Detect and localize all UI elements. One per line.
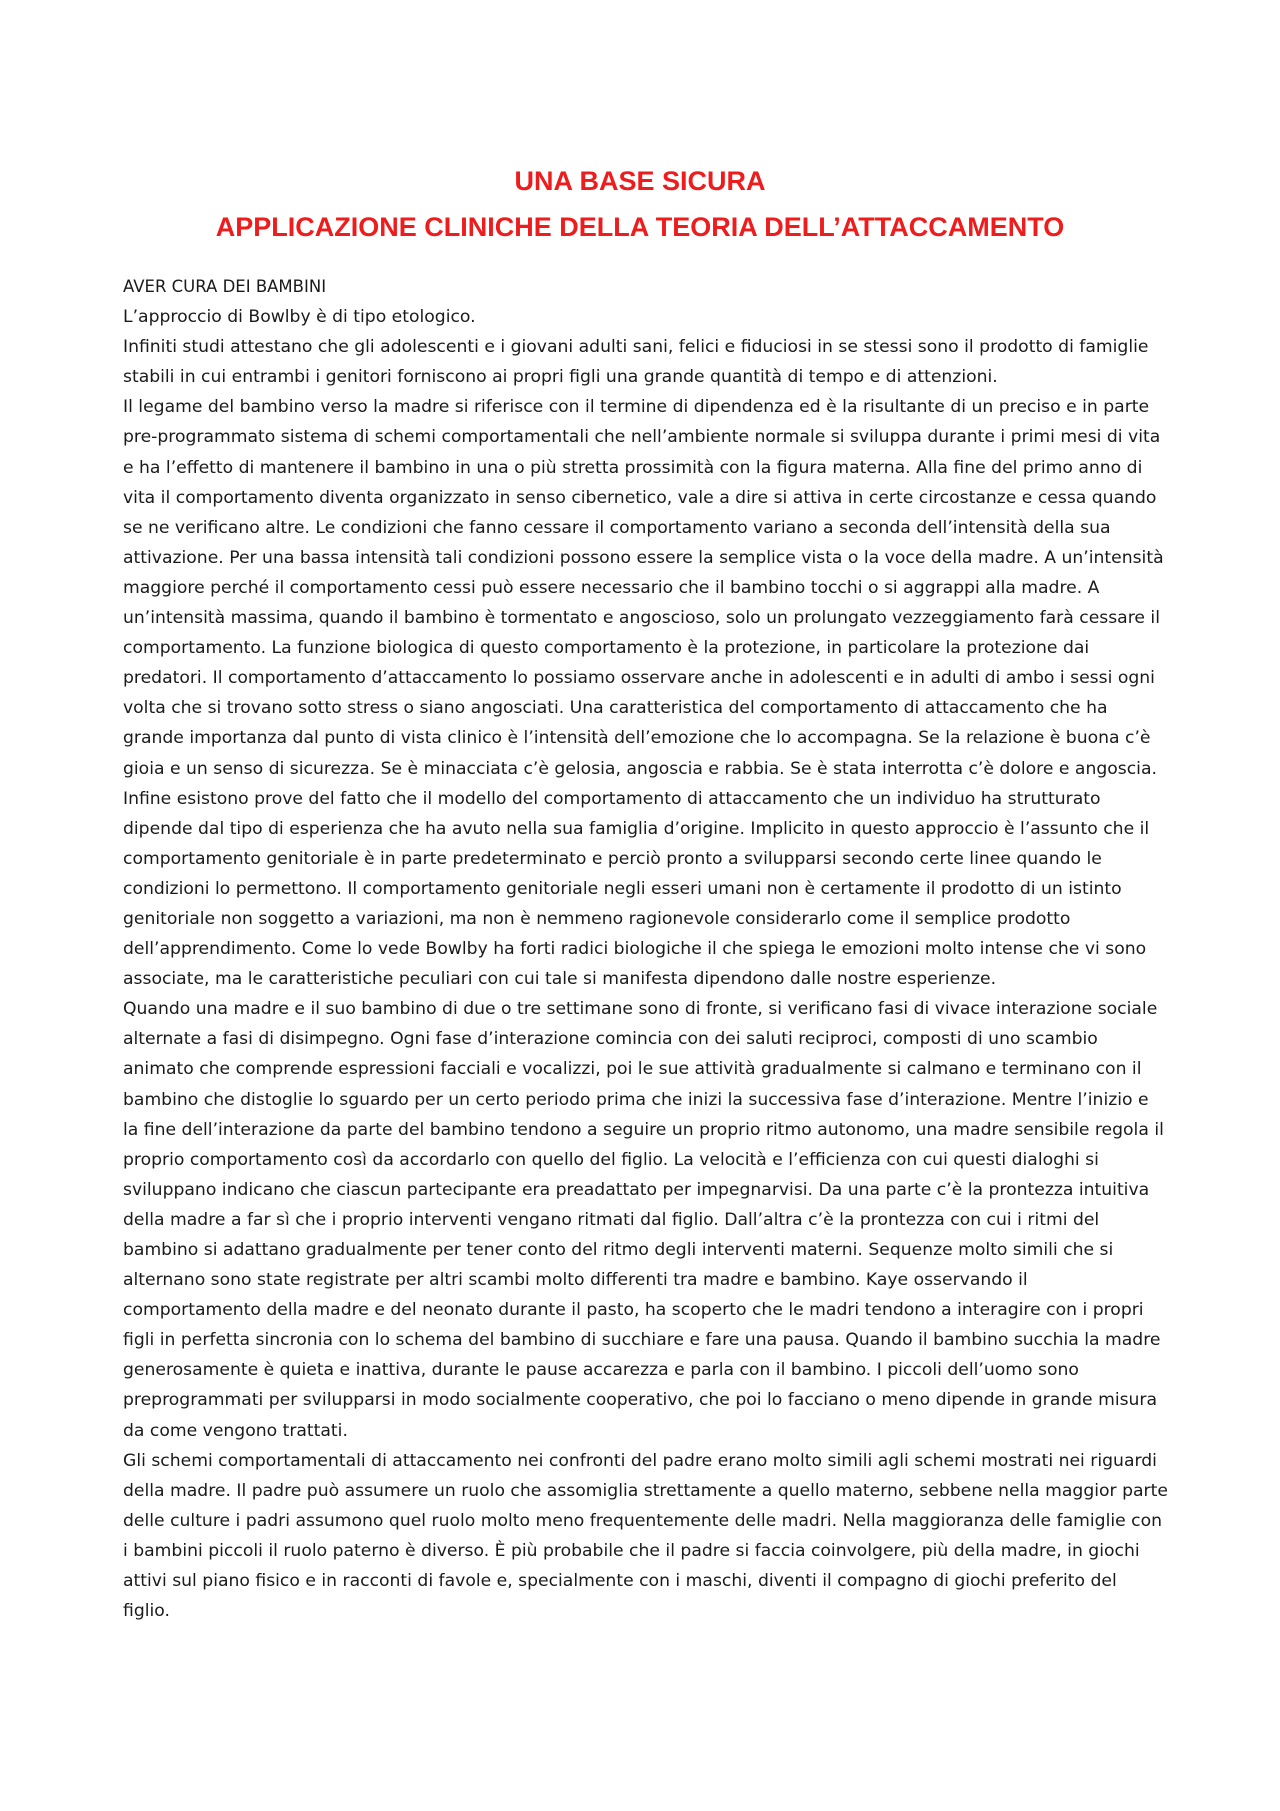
title-block	[0, 158, 1280, 250]
section-heading: AVER CURA DEI BAMBINI	[123, 277, 327, 296]
document-body	[123, 272, 1168, 1626]
paragraph: Quando una madre e il suo bambino di due o tre settimane sono di fronte, si verificano fasi di vivace interazione sociale alternate a fasi di disimpegno. Ogni fase d’interazione comincia con dei saluti reciproci, composti di uno scambio animato che comprende espressioni facciali e vocalizzi, poi le sue attività gradualmente si calmano e terminano con il bambino che distoglie lo sguardo per un certo periodo prima che inizi la successiva fase d’interazione. Mentre l’inizio e la fine dell’interazione da parte del bambino tendono a seguire un proprio ritmo autonomo, una madre sensibile regola il proprio comportamento così da accordarlo con quello del figlio. La velocità e l’efficienza con cui questi dialoghi si sviluppano indicano che ciascun partecipante era preadattato per impegnarvisi. Da una parte c’è la prontezza intuitiva della madre a far sì che i proprio interventi vengano ritmati dal figlio. Dall’altra c’è la prontezza con cui i ritmi del bambino si adattano gradualmente per tener conto del ritmo degli interventi materni. Sequenze molto simili che si alternano sono state registrate per altri scambi molto differenti tra madre e bambino. Kaye osservando il comportamento della madre e del neonato durante il pasto, ha scoperto che le madri tendono a interagire con i propri figli in perfetta sincronia con lo schema del bambino di succhiare e fare una pausa. Quando il bambino succhia la madre generosamente è quieta e inattiva, durante le pause accarezza e parla con il bambino. I piccoli dell’uomo sono preprogrammati per svilupparsi in modo socialmente cooperativo, che poi lo facciano o meno dipende in grande misura da come vengono trattati.	[123, 999, 1164, 1441]
document-subtitle: APPLICAZIONE CLINICHE DELLA TEORIA DELL’ATTACCAMENTO	[215, 212, 1065, 242]
paragraph: Gli schemi comportamentali di attaccamento nei confronti del padre erano molto simili agli schemi mostrati nei riguardi della madre. Il padre può assumere un ruolo che assomiglia strettamente a quello materno, sebbene nella maggior parte delle culture i padri assumono quel ruolo molto meno frequentemente delle madri. Nella maggioranza delle famiglie con i bambini piccoli il ruolo paterno è diverso. È più probabile che il padre si faccia coinvolgere, più della madre, in giochi attivi sul piano fisico e in racconti di favole e, specialmente con i maschi, diventi il compagno di giochi preferito del figlio.	[123, 1450, 1168, 1622]
paragraph: Infiniti studi attestano che gli adolescenti e i giovani adulti sani, felici e fiduciosi in se stessi sono il prodotto di famiglie stabili in cui entrambi i genitori forniscono ai propri figli una grande quantità di tempo e di attenzioni.	[123, 337, 1149, 388]
document-title: UNA BASE SICURA	[514, 166, 766, 196]
paragraph: L’approccio di Bowlby è di tipo etologico.	[123, 307, 476, 328]
paragraph: Il legame del bambino verso la madre si riferisce con il termine di dipendenza ed è la risultante di un preciso e in parte pre-programmato sistema di schemi comportamentali che nell’ambiente normale si sviluppa durante i primi mesi di vita e ha l’effetto di mantenere il bambino in una o più stretta prossimità con la figura materna. Alla fine del primo anno di vita il comportamento diventa organizzato in senso cibernetico, vale a dire si attiva in certe circostanze e cessa quando se ne verificano altre. Le condizioni che fanno cessare il comportamento variano a seconda dell’intensità della sua attivazione. Per una bassa intensità tali condizioni possono essere la semplice vista o la voce della madre. A un’intensità maggiore perché il comportamento cessi può essere necessario che il bambino tocchi o si aggrappi alla madre. A un’intensità massima, quando il bambino è tormentato e angoscioso, solo un prolungato vezzeggiamento farà cessare il comportamento. La funzione biologica di questo comportamento è la protezione, in particolare la protezione dai predatori. Il comportamento d’attaccamento lo possiamo osservare anche in adolescenti e in adulti di ambo i sessi ogni volta che si trovano sotto stress o siano angosciati. Una caratteristica del comportamento di attaccamento che ha grande importanza dal punto di vista clinico è l’intensità dell’emozione che lo accompagna. Se la relazione è buona c’è gioia e un senso di sicurezza. Se è minacciata c’è gelosia, angoscia e rabbia. Se è stata interrotta c’è dolore e angoscia. Infine esistono prove del fatto che il modello del comportamento di attaccamento che un individuo ha strutturato dipende dal tipo di esperienza che ha avuto nella sua famiglia d’origine. Implicito in questo approccio è l’assunto che il comportamento genitoriale è in parte predeterminato e perciò pronto a svilupparsi secondo certe linee quando le condizioni lo permettono. Il comportamento genitoriale negli esseri umani non è certamente il prodotto di un istinto genitoriale non soggetto a variazioni, ma non è nemmeno ragionevole considerarlo come il semplice prodotto dell’apprendimento. Come lo vede Bowlby ha forti radici biologiche il che spiega le emozioni molto intense che vi sono associate, ma le caratteristiche peculiari con cui tale si manifesta dipendono dalle nostre esperienze.	[123, 397, 1164, 990]
